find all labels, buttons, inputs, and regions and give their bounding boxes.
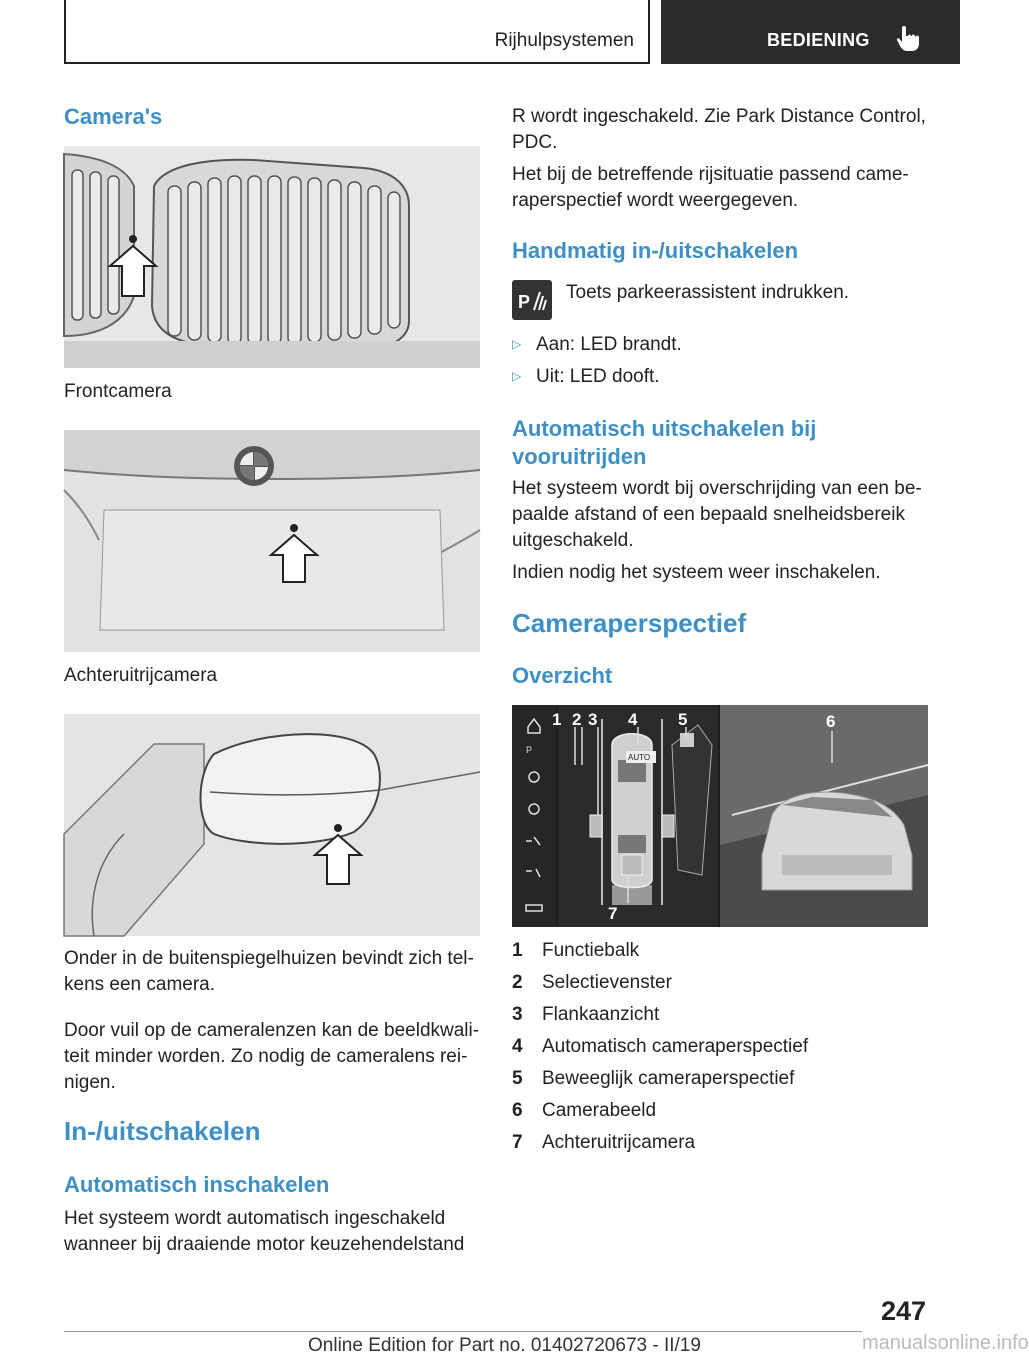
text-line: PDC. bbox=[512, 132, 558, 153]
front-camera-figure bbox=[64, 146, 480, 368]
screen-label-5: 5 bbox=[678, 710, 688, 729]
text-line: wanneer bij draaiende motor keuzehendelstand bbox=[64, 1234, 465, 1255]
screen-label-4: 4 bbox=[628, 710, 638, 729]
header-chapter-box bbox=[661, 0, 960, 64]
legend-item-5 bbox=[512, 1068, 794, 1094]
svg-text:P: P bbox=[518, 292, 531, 312]
heading-line: vooruitrijden bbox=[512, 444, 647, 469]
screen-label-6: 6 bbox=[826, 712, 836, 731]
paragraph-auto-off bbox=[512, 476, 922, 554]
bullet-text: Aan: LED brandt. bbox=[536, 334, 682, 355]
perspective-heading: Cameraperspectief bbox=[512, 608, 747, 638]
legend-text: Selectievenster bbox=[542, 972, 672, 993]
paragraph-perspective bbox=[512, 162, 909, 214]
legend-number: 5 bbox=[512, 1068, 523, 1089]
bullet-text: Uit: LED dooft. bbox=[536, 366, 660, 387]
header-section-box bbox=[64, 0, 650, 64]
legend-text: Functiebalk bbox=[542, 940, 640, 961]
cameras-heading: Camera's bbox=[64, 104, 163, 129]
auto-perspective-label: AUTO bbox=[628, 753, 651, 762]
screen-label-7: 7 bbox=[608, 904, 618, 923]
footer-edition: Online Edition for Part no. 01402720673 - II/19 bbox=[308, 1335, 701, 1356]
paragraph-mirror-cameras bbox=[64, 946, 474, 998]
legend-text: Flankaanzicht bbox=[542, 1004, 660, 1025]
rear-camera-caption: Achteruitrijcamera bbox=[64, 665, 218, 686]
legend-number: 7 bbox=[512, 1132, 523, 1153]
overview-heading: Overzicht bbox=[512, 663, 613, 688]
paragraph-auto-on bbox=[64, 1206, 464, 1258]
screen-label-3: 3 bbox=[588, 710, 598, 729]
legend-text: Beweeglijk cameraperspectief bbox=[542, 1068, 795, 1089]
manual-heading: Handmatig in-/uitschakelen bbox=[512, 238, 799, 263]
page-number: 247 bbox=[880, 1296, 926, 1326]
bullet-on bbox=[512, 334, 682, 356]
heading-line: Automatisch uitschakelen bij bbox=[512, 416, 817, 441]
bullet-off bbox=[512, 366, 660, 388]
legend-item-6 bbox=[512, 1100, 656, 1126]
legend-item-4 bbox=[512, 1036, 808, 1062]
text-line: R wordt ingeschakeld. Zie Park Distance Control, bbox=[512, 106, 926, 127]
watermark: manualsonline.info bbox=[862, 1332, 1029, 1354]
pointing-hand-icon bbox=[895, 24, 921, 52]
text-line: teit minder worden. Zo nodig de cameralens rei‐ bbox=[64, 1046, 468, 1067]
screen-label-2: 2 bbox=[572, 710, 582, 729]
park-assist-button-icon bbox=[512, 280, 552, 320]
text-line: Het systeem wordt automatisch ingeschakeld bbox=[64, 1208, 446, 1229]
paragraph-reactivate: Indien nodig het systeem weer inschakelen. bbox=[512, 562, 881, 583]
legend-number: 3 bbox=[512, 1004, 523, 1025]
svg-text:P: P bbox=[526, 745, 533, 755]
paragraph-reverse-gear bbox=[512, 104, 926, 156]
screen-label-1: 1 bbox=[552, 710, 562, 729]
text-line: nigen. bbox=[64, 1072, 116, 1093]
auto-on-heading: Automatisch inschakelen bbox=[64, 1172, 330, 1197]
front-camera-caption: Frontcamera bbox=[64, 381, 172, 402]
triangle-bullet-icon: ▷ bbox=[512, 337, 522, 351]
button-instruction: Toets parkeerassistent indrukken. bbox=[566, 282, 850, 303]
legend-number: 2 bbox=[512, 972, 523, 993]
legend-text: Camerabeeld bbox=[542, 1100, 657, 1121]
legend-item-7 bbox=[512, 1132, 695, 1158]
text-line: raperspectief wordt weergegeven. bbox=[512, 190, 799, 211]
mirror-camera-figure bbox=[64, 714, 480, 936]
legend-number: 4 bbox=[512, 1036, 523, 1057]
legend-item-2 bbox=[512, 972, 672, 998]
text-line: Het bij de betreffende rijsituatie passend came‐ bbox=[512, 164, 909, 185]
text-line: Onder in de buitenspiegelhuizen bevindt zich tel‐ bbox=[64, 948, 474, 969]
text-line: kens een camera. bbox=[64, 974, 216, 995]
rear-camera-figure bbox=[64, 430, 480, 652]
header-section-title: Rijhulpsystemen bbox=[494, 30, 634, 51]
legend-text: Automatisch cameraperspectief bbox=[542, 1036, 809, 1057]
footer-divider bbox=[64, 1331, 862, 1332]
auto-off-heading bbox=[512, 415, 816, 471]
header-chapter-title: BEDIENING bbox=[767, 30, 870, 50]
text-line: uitgeschakeld. bbox=[512, 530, 634, 551]
text-line: paalde afstand of een bepaald snelheidsbereik bbox=[512, 504, 905, 525]
text-line: Door vuil op de cameralenzen kan de beeldkwali‐ bbox=[64, 1020, 480, 1041]
onoff-heading: In-/uitschakelen bbox=[64, 1116, 261, 1146]
legend-text: Achteruitrijcamera bbox=[542, 1132, 696, 1153]
legend-item-3 bbox=[512, 1004, 659, 1030]
legend-number: 6 bbox=[512, 1100, 523, 1121]
triangle-bullet-icon: ▷ bbox=[512, 369, 522, 383]
text-line: Het systeem wordt bij overschrijding van een be‐ bbox=[512, 478, 922, 499]
legend-item-1 bbox=[512, 940, 639, 966]
paragraph-dirty-lens bbox=[64, 1018, 479, 1096]
camera-screen-figure bbox=[512, 705, 928, 927]
legend-number: 1 bbox=[512, 940, 523, 961]
